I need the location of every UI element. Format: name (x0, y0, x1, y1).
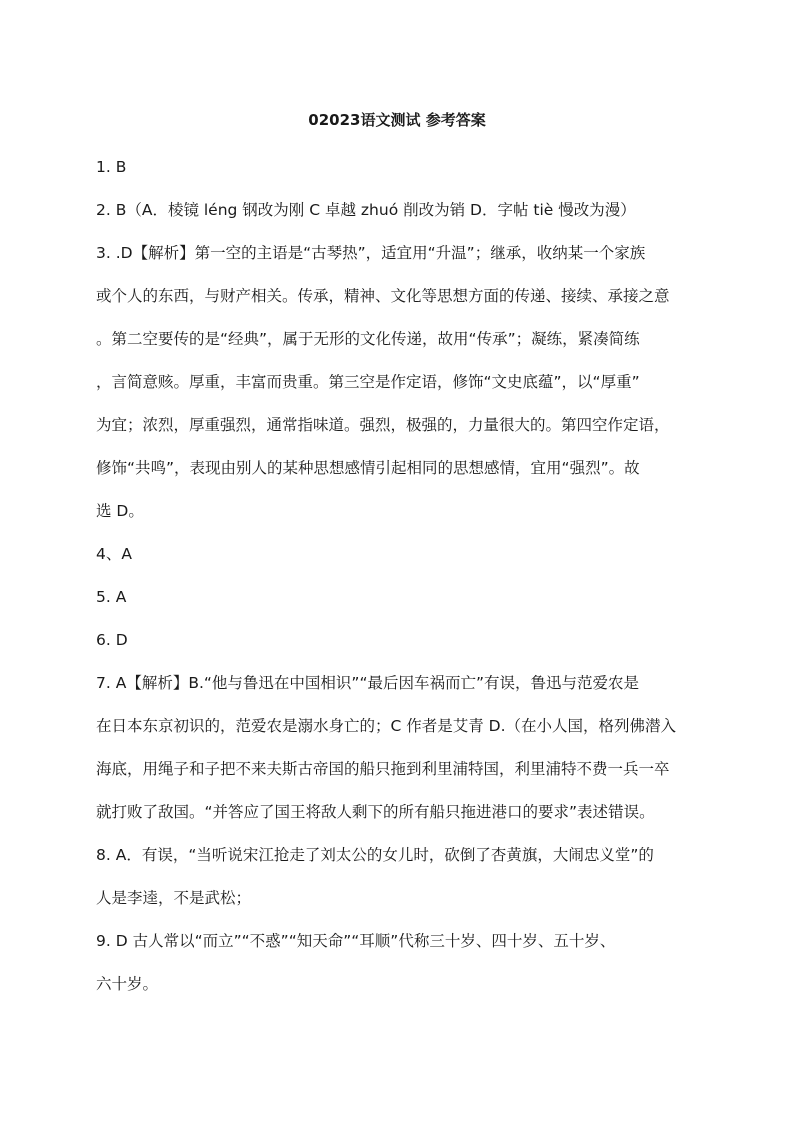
answer-line-3-cont-3: ，言简意赅。厚重，丰富而贵重。第三空是作定语，修饰“文史底蕴”，以“厚重” (96, 373, 640, 391)
answer-line-7-cont-2: 海底，用绳子和子把不来夫斯古帝国的船只拖到利里浦特国，利里浦特不费一兵一卒 (96, 760, 670, 778)
answer-line-7: 7. A【解析】B.“他与鲁迅在中国相识”“最后因车祸而亡”有误，鲁迅与范爱农是 (96, 674, 640, 692)
answer-line-3-cont-5: 修饰“共鸣”，表现由别人的某种思想感情引起相同的思想感情，宜用“强烈”。故 (96, 459, 640, 477)
page-title: 02023语文测试 参考答案 (308, 111, 486, 129)
answer-line-4: 4、A (96, 545, 132, 563)
answer-line-7-cont-3: 就打败了敌国。“并答应了国王将敌人剩下的所有船只拖进港口的要求”表述错误。 (96, 803, 655, 821)
answer-line-3: 3. .D【解析】第一空的主语是“古琴热”，适宜用“升温”；继承，收纳某一个家族 (96, 244, 646, 262)
answer-line-2: 2. B（A．棱镜 léng 钢改为刚 C 卓越 zhuó 削改为销 D．字帖 tiè 慢改为漫） (96, 201, 636, 219)
answer-line-3-cont-1: 或个人的东西，与财产相关。传承，精神、文化等思想方面的传递、接续、承接之意 (96, 287, 670, 305)
answer-line-9: 9. D 古人常以“而立”“不惑”“知天命”“耳顺”代称三十岁、四十岁、五十岁、 (96, 932, 616, 950)
answer-body (96, 146, 700, 1006)
answer-line-5: 5. A (96, 588, 127, 606)
answer-line-3-cont-2: 。第二空要传的是“经典”，属于无形的文化传递，故用“传承”；凝练，紧凑简练 (96, 330, 640, 348)
answer-line-3-cont-4: 为宜；浓烈，厚重强烈，通常指味道。强烈，极强的，力量很大的。第四空作定语， (96, 416, 670, 434)
answer-line-9-cont-1: 六十岁。 (96, 975, 159, 993)
answer-line-1: 1. B (96, 158, 127, 176)
answer-line-8-cont-1: 人是李逵，不是武松； (96, 889, 252, 907)
answer-line-6: 6. D (96, 631, 128, 649)
answer-line-7-cont-1: 在日本东京初识的，范爱农是溺水身亡的；C 作者是艾青 D.（在小人国，格列佛潜入 (96, 717, 677, 735)
answer-line-3-cont-6: 选 D。 (96, 502, 144, 520)
answer-line-8: 8. A．有误，“当听说宋江抢走了刘太公的女儿时，砍倒了杏黄旗，大闹忠义堂”的 (96, 846, 654, 864)
